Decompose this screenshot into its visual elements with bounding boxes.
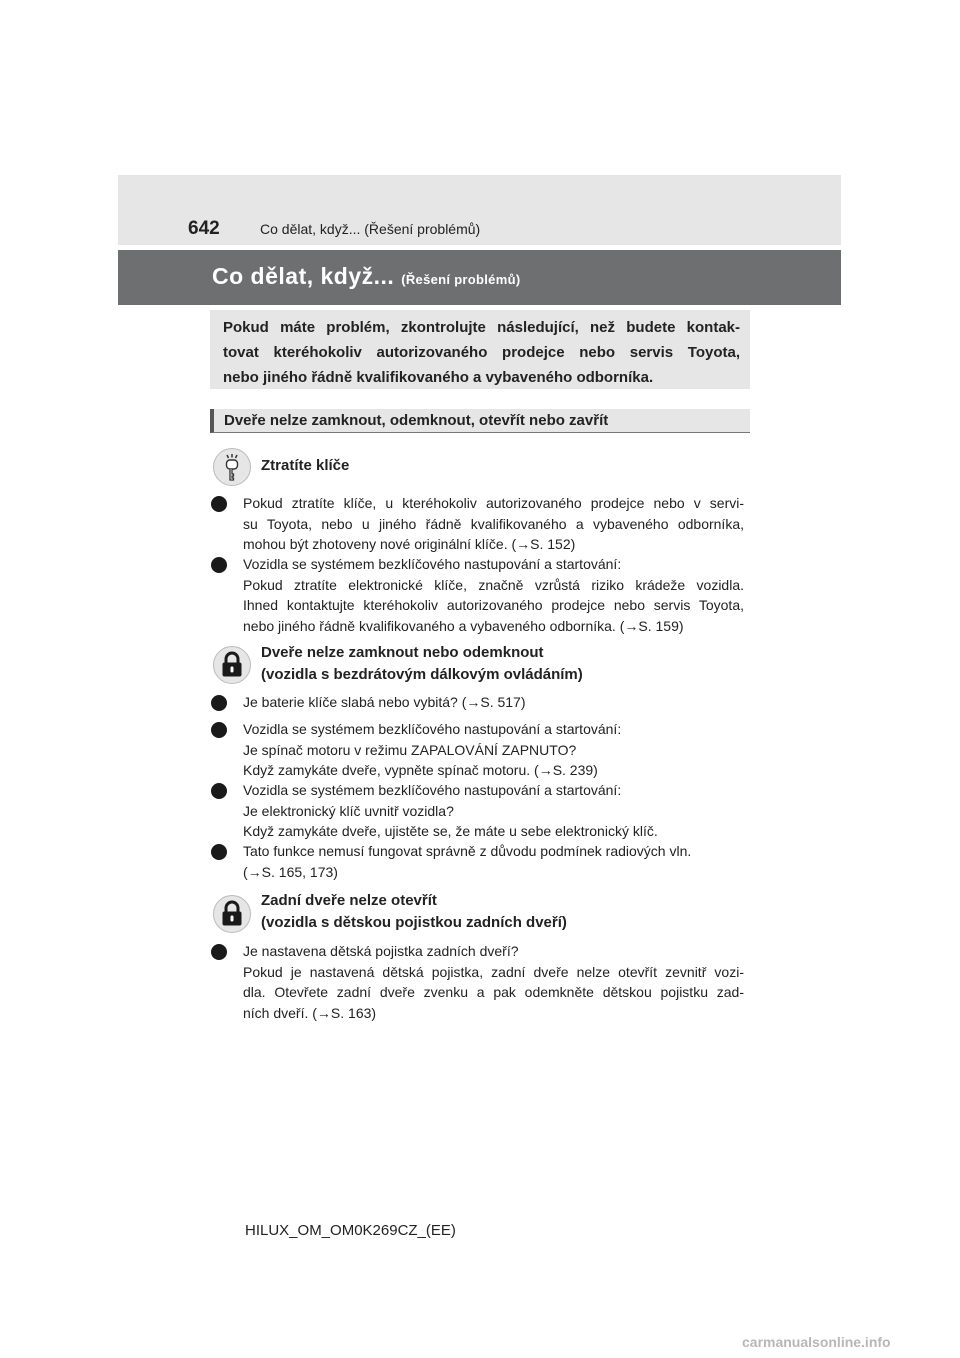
subsection-heading: Ztratíte klíče bbox=[261, 457, 350, 474]
list-item: Vozidla se systémem bezklíčového nastupování a startování: Je elektronický klíč uvnitř vozidla? Když zamykáte dveře, ujistěte se, že máte u sebe elektronický klíč. bbox=[243, 782, 658, 839]
lock-icon bbox=[213, 895, 251, 933]
footer-code: HILUX_OM_OM0K269CZ_(EE) bbox=[245, 1222, 456, 1239]
intro-box bbox=[210, 310, 750, 389]
page-title-sub: (Řešení problémů) bbox=[401, 272, 521, 287]
watermark: carmanualsonline.info bbox=[742, 1334, 891, 1350]
intro-line: nebo jiného řádně kvalifikovaného a vybaveného odborníka. bbox=[223, 369, 654, 386]
bullet-icon bbox=[211, 783, 227, 799]
section-heading: Dveře nelze zamknout, odemknout, otevřít nebo zavřít bbox=[210, 409, 750, 433]
bullet-icon bbox=[211, 844, 227, 860]
bullet-icon bbox=[211, 722, 227, 738]
bullet-icon bbox=[211, 695, 227, 711]
bullet-icon bbox=[211, 557, 227, 573]
bullet-icon bbox=[211, 496, 227, 512]
intro-line: tovat kteréhokoliv autorizovaného prodejce nebo servis Toyota, bbox=[223, 344, 740, 361]
bullet-icon bbox=[211, 944, 227, 960]
intro-line: Pokud máte problém, zkontrolujte následující, než budete kontak- bbox=[223, 319, 740, 336]
key-icon bbox=[213, 448, 251, 486]
list-item: Tato funkce nemusí fungovat správně z důvodu podmínek radiových vln. (→S. 165, 173) bbox=[243, 843, 692, 880]
subsection-heading: Dveře nelze zamknout nebo odemknout (vozidla s bezdrátovým dálkovým ovládáním) bbox=[261, 644, 583, 683]
page-title bbox=[212, 263, 520, 290]
list-item: Je nastavena dětská pojistka zadních dveří? Pokud je nastavená dětská pojistka, zadní dveře nelze otevřít zevnitř vozi- dla. Otevřete zadní dveře zvenku a pak odemkněte dětskou pojistku zad- ních dveří. (→S. 163) bbox=[243, 943, 744, 1021]
list-item: Vozidla se systémem bezklíčového nastupování a startování: Je spínač motoru v režimu ZAPALOVÁNÍ ZAPNUTO? Když zamykáte dveře, vypněte spínač motoru. (→S. 239) bbox=[243, 721, 622, 778]
list-item: Pokud ztratíte klíče, u kteréhokoliv autorizovaného prodejce nebo v servi- su Toyota, nebo u jiného řádně kvalifikovaného a vybaveného odborníka, mohou být zhotoveny nové originální klíče. (→S. 152) bbox=[243, 495, 744, 552]
page-number: 642 bbox=[188, 218, 220, 239]
list-item: Vozidla se systémem bezklíčového nastupování a startování: Pokud ztratíte elektronické klíče, značně vzrůstá riziko krádeže vozidla. Ihned kontaktujte kteréhokoliv autorizovaného prodejce nebo servis Toyota, nebo jiného řádně kvalifikovaného a vybaveného odborníka. (→S. 159) bbox=[243, 556, 744, 634]
subsection-heading: Zadní dveře nelze otevřít (vozidla s dětskou pojistkou zadních dveří) bbox=[261, 892, 567, 931]
lock-icon bbox=[213, 646, 251, 684]
list-item: Je baterie klíče slabá nebo vybitá? (→S. 517) bbox=[243, 694, 526, 710]
running-title: Co dělat, když... (Řešení problémů) bbox=[260, 221, 481, 237]
page-title-main: Co dělat, když... bbox=[212, 263, 395, 289]
